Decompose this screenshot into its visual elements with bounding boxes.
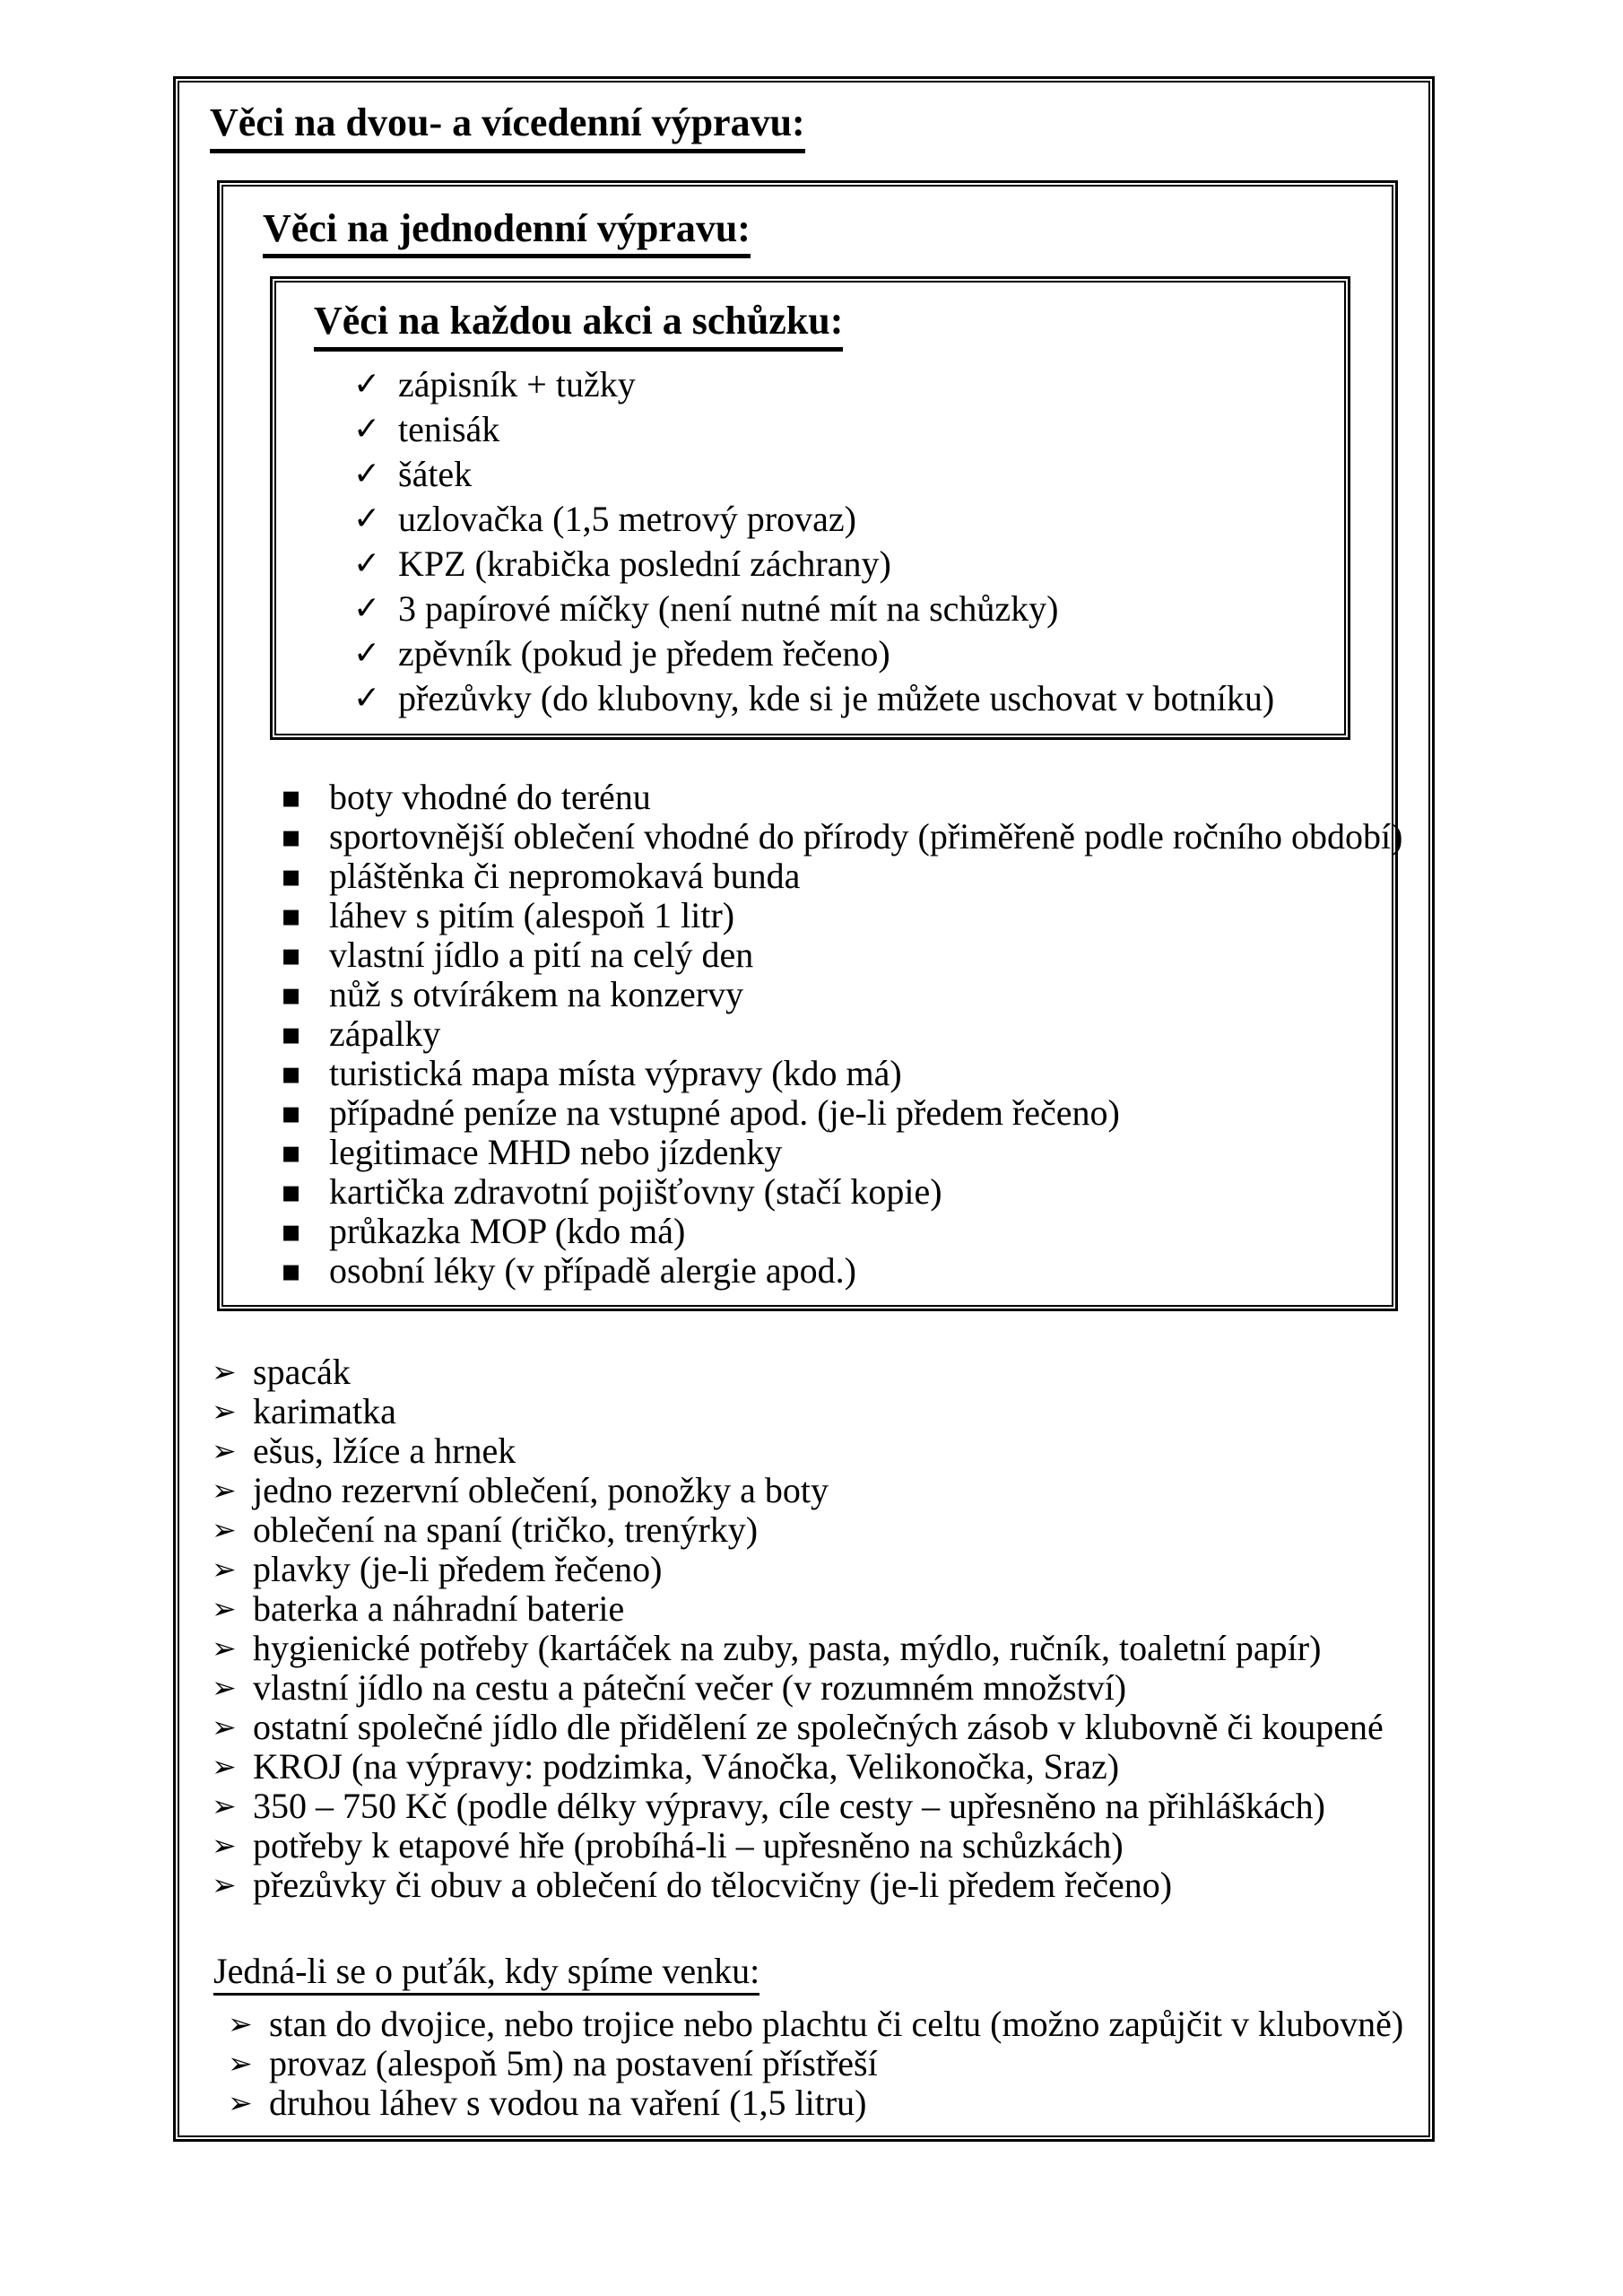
list-item — [223, 1133, 1374, 1172]
list-item-text: provaz (alespoň 5m) na postavení přístřeší — [269, 2042, 878, 2083]
arrow-bullet-icon: ➢ — [212, 1511, 237, 1547]
list-item — [210, 2083, 1398, 2123]
list-item-text: druhou láhev s vodou na vaření (1,5 litru) — [269, 2082, 867, 2123]
arrow-bullet-icon: ➢ — [212, 1709, 237, 1744]
arrow-bullet-icon: ➢ — [212, 1432, 237, 1468]
arrow-bullet-icon: ➢ — [212, 1472, 237, 1508]
list-item-text: ostatní společné jídlo dle přidělení ze společných zásob v klubovně či koupené — [253, 1706, 1384, 1747]
list-item — [210, 1629, 1398, 1668]
multi-day-trip-title: Věci na dvou- a vícedenní výpravu: — [210, 100, 1398, 153]
checkmark-bullet-icon: ✓ — [353, 365, 381, 403]
list-item-text: uzlovačka (1,5 metrový provaz) — [398, 498, 856, 539]
list-item-text: vlastní jídlo a pití na celý den — [329, 934, 754, 975]
square-bullet-icon: ▪ — [281, 936, 302, 973]
square-bullet-icon: ▪ — [281, 897, 302, 934]
checkmark-bullet-icon: ✓ — [353, 544, 381, 582]
square-bullet-icon: ▪ — [281, 1015, 302, 1052]
list-item — [223, 935, 1374, 975]
checkmark-bullet-icon: ✓ — [353, 455, 381, 492]
list-item — [210, 1471, 1398, 1510]
list-item-text: plavky (je-li předem řečeno) — [253, 1548, 663, 1589]
outdoor-sleeping-heading: Jedná-li se o puťák, kdy spíme venku: — [213, 1950, 1398, 1996]
list-item — [210, 1708, 1398, 1747]
list-item — [210, 2003, 1404, 2044]
arrow-bullet-icon: ➢ — [212, 1827, 237, 1863]
square-bullet-icon: ▪ — [281, 1213, 302, 1249]
square-bullet-icon: ▪ — [281, 976, 302, 1013]
list-item — [276, 407, 1332, 452]
arrow-bullet-icon: ➢ — [228, 2045, 253, 2081]
list-item — [276, 497, 1332, 542]
list-item-text: legitimace MHD nebo jízdenky — [329, 1131, 783, 1172]
list-item-text: přezůvky či obuv a oblečení do tělocvičny (je-li předem řečeno) — [253, 1864, 1173, 1905]
list-item-text: láhev s pitím (alespoň 1 litr) — [329, 894, 735, 935]
list-item — [210, 2044, 1398, 2083]
list-item-text: spacák — [253, 1351, 351, 1392]
list-item — [276, 542, 1332, 587]
list-item-text: turistická mapa místa výpravy (kdo má) — [329, 1052, 902, 1093]
list-item-text: KPZ (krabička poslední záchrany) — [398, 543, 891, 584]
list-item-text: průkazka MOP (kdo má) — [329, 1210, 686, 1251]
arrow-bullet-icon: ➢ — [228, 2005, 253, 2041]
list-item — [223, 1172, 1374, 1212]
list-item — [276, 452, 1332, 497]
list-item — [210, 1352, 1398, 1392]
square-bullet-icon: ▪ — [281, 1173, 302, 1210]
one-day-trip-box — [217, 180, 1403, 1311]
list-item-text: karimatka — [253, 1390, 396, 1431]
checkmark-bullet-icon: ✓ — [353, 410, 381, 448]
checkmark-bullet-icon: ✓ — [353, 589, 381, 627]
list-item-text: oblečení na spaní (tričko, trenýrky) — [253, 1509, 759, 1550]
list-item — [223, 975, 1374, 1014]
list-item — [210, 1550, 1398, 1589]
arrow-bullet-icon: ➢ — [212, 1551, 237, 1587]
one-day-trip-list — [223, 776, 1403, 1291]
list-item-text: kartička zdravotní pojišťovny (stačí kopie) — [329, 1170, 942, 1212]
arrow-bullet-icon: ➢ — [228, 2084, 253, 2120]
square-bullet-icon: ▪ — [281, 1252, 302, 1289]
arrow-bullet-icon: ➢ — [212, 1748, 237, 1784]
multi-day-trip-box — [173, 76, 1435, 2142]
arrow-bullet-icon: ➢ — [212, 1866, 237, 1902]
list-item — [276, 676, 1332, 721]
square-bullet-icon: ▪ — [281, 1094, 302, 1131]
list-item-text: sportovnější oblečení vhodné do přírody (přiměřeně podle ročního období) — [329, 815, 1403, 857]
square-bullet-icon: ▪ — [281, 857, 302, 894]
list-item — [210, 1787, 1398, 1826]
list-item — [223, 1212, 1374, 1251]
list-item-text: potřeby k etapové hře (probíhá-li – upřesněno na schůzkách) — [253, 1824, 1124, 1866]
list-item — [276, 587, 1332, 631]
list-item-text: ešus, lžíce a hrnek — [253, 1430, 516, 1471]
square-bullet-icon: ▪ — [281, 1055, 302, 1091]
every-meeting-title: Věci na každou akci a schůzku: — [314, 299, 1332, 352]
list-item-text: stan do dvojice, nebo trojice nebo plachtu či celtu (možno zapůjčit v klubovně) — [269, 2003, 1404, 2044]
list-item-text: pláštěnka či nepromokavá bunda — [329, 855, 801, 896]
list-item — [210, 1392, 1398, 1431]
list-item — [210, 1431, 1398, 1471]
square-bullet-icon: ▪ — [281, 818, 302, 855]
square-bullet-icon: ▪ — [281, 778, 302, 815]
list-item-text: KROJ (na výpravy: podzimka, Vánočka, Velikonočka, Sraz) — [253, 1745, 1120, 1787]
list-item-text: 350 – 750 Kč (podle délky výpravy, cíle cesty – upřesněno na přihláškách) — [253, 1785, 1325, 1826]
list-item-text: baterka a náhradní baterie — [253, 1587, 625, 1629]
list-item-text: boty vhodné do terénu — [329, 776, 651, 817]
arrow-bullet-icon: ➢ — [212, 1787, 237, 1823]
list-item — [210, 1866, 1398, 1905]
list-item-text: případné peníze na vstupné apod. (je-li předem řečeno) — [329, 1091, 1120, 1133]
list-item — [223, 1054, 1374, 1093]
checkmark-bullet-icon: ✓ — [353, 500, 381, 537]
list-item — [223, 857, 1374, 896]
list-item-text: hygienické potřeby (kartáček na zuby, pasta, mýdlo, ručník, toaletní papír) — [253, 1627, 1322, 1668]
list-item — [210, 1510, 1398, 1550]
multi-day-trip-list — [210, 1352, 1398, 1905]
list-item — [210, 1589, 1398, 1629]
list-item — [223, 815, 1403, 857]
list-item — [210, 1747, 1398, 1787]
arrow-bullet-icon: ➢ — [212, 1630, 237, 1665]
arrow-bullet-icon: ➢ — [212, 1353, 237, 1389]
outdoor-sleeping-list — [210, 2003, 1404, 2123]
list-item — [276, 362, 1332, 407]
checkmark-bullet-icon: ✓ — [353, 679, 381, 717]
list-item — [223, 778, 1374, 817]
list-item-text: osobní léky (v případě alergie apod.) — [329, 1249, 856, 1291]
every-meeting-box — [270, 276, 1350, 740]
list-item-text: jedno rezervní oblečení, ponožky a boty — [253, 1469, 829, 1510]
list-item — [276, 631, 1332, 676]
every-meeting-checklist — [276, 362, 1332, 721]
list-item — [223, 896, 1374, 935]
list-item-text: zápisník + tužky — [398, 363, 636, 404]
one-day-trip-title: Věci na jednodenní výpravu: — [263, 206, 1374, 259]
list-item-text: šátek — [398, 453, 473, 494]
list-item-text: 3 papírové míčky (není nutné mít na schůzky) — [398, 587, 1059, 629]
list-item-text: tenisák — [398, 408, 500, 449]
square-bullet-icon: ▪ — [281, 1134, 302, 1170]
list-item-text: nůž s otvírákem na konzervy — [329, 973, 744, 1014]
list-item-text: vlastní jídlo na cestu a páteční večer (v rozumném množství) — [253, 1666, 1127, 1708]
list-item — [223, 1093, 1374, 1133]
list-item — [223, 1251, 1374, 1291]
list-item — [210, 1668, 1398, 1708]
checkmark-bullet-icon: ✓ — [353, 634, 381, 672]
arrow-bullet-icon: ➢ — [212, 1393, 237, 1429]
arrow-bullet-icon: ➢ — [212, 1590, 237, 1626]
list-item-text: zpěvník (pokud je předem řečeno) — [398, 632, 890, 674]
list-item — [223, 1014, 1374, 1054]
list-item — [210, 1826, 1398, 1866]
list-item-text: přezůvky (do klubovny, kde si je můžete uschovat v botníku) — [398, 677, 1275, 718]
list-item-text: zápalky — [329, 1013, 441, 1054]
arrow-bullet-icon: ➢ — [212, 1669, 237, 1705]
